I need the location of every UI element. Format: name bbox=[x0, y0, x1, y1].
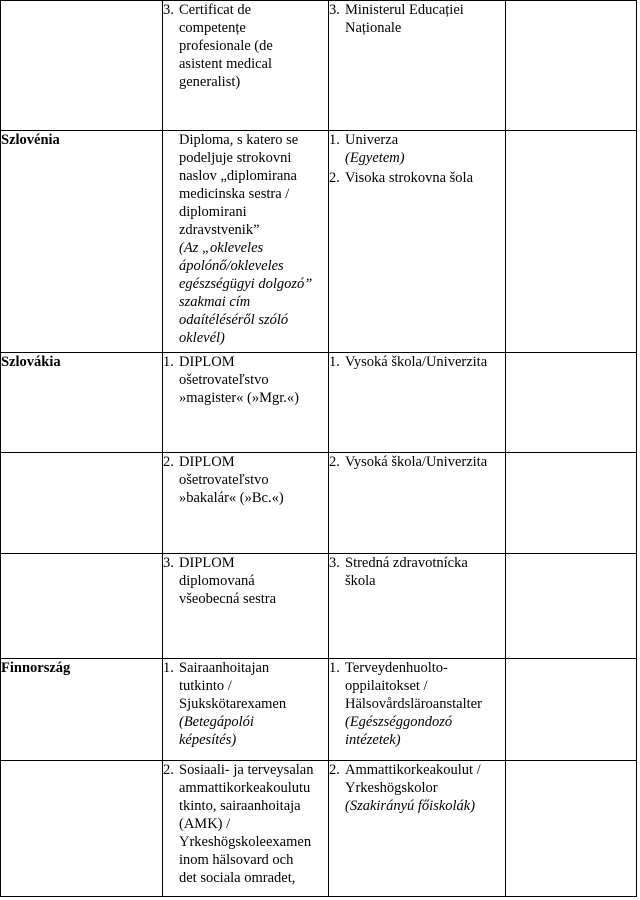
item-text bbox=[179, 453, 284, 507]
item-text bbox=[179, 659, 286, 749]
item-text bbox=[179, 131, 312, 347]
empty-cell bbox=[506, 131, 637, 353]
qualification-cell bbox=[163, 453, 329, 554]
translation-line: intézetek) bbox=[345, 732, 401, 748]
table-row bbox=[1, 761, 637, 897]
item-number bbox=[163, 131, 179, 347]
empty-cell bbox=[506, 554, 637, 659]
item-number: 3. bbox=[163, 2, 174, 18]
translation-line: ápolónő/okleveles bbox=[179, 258, 284, 274]
list-item bbox=[163, 353, 328, 407]
country-cell bbox=[1, 131, 163, 353]
country-cell bbox=[1, 353, 163, 453]
qualification-cell bbox=[163, 131, 329, 353]
text-line: Vysoká škola/Univerzita bbox=[345, 354, 488, 370]
awarding-body-cell bbox=[329, 659, 506, 761]
awarding-body-cell bbox=[329, 131, 506, 353]
empty-cell bbox=[506, 1, 637, 131]
text-line: Ammattikorkeakoulut / bbox=[345, 762, 481, 778]
list-item bbox=[329, 1, 505, 37]
list-item bbox=[163, 453, 328, 507]
item-text bbox=[345, 353, 487, 371]
table-row bbox=[1, 353, 637, 453]
qualification-cell bbox=[163, 761, 329, 897]
translation-line: odaítéléséről szóló bbox=[179, 312, 289, 328]
country-name: Finnország bbox=[1, 660, 71, 676]
text-line: Certificat de bbox=[179, 2, 252, 18]
item-text bbox=[345, 659, 482, 749]
item-text bbox=[179, 353, 299, 407]
text-line: Yrkeshögskoleexamen bbox=[179, 834, 312, 850]
awarding-body-cell bbox=[329, 353, 506, 453]
qualification-cell bbox=[163, 554, 329, 659]
text-line: Visoka strokovna šola bbox=[345, 170, 474, 186]
list-item bbox=[329, 453, 505, 471]
item-number: 2. bbox=[329, 454, 340, 470]
country-name: Szlovákia bbox=[1, 354, 61, 370]
list-item bbox=[329, 353, 505, 371]
text-line: DIPLOM bbox=[179, 354, 235, 370]
text-line: DIPLOM bbox=[179, 555, 235, 571]
text-line: inom hälsovard och bbox=[179, 852, 294, 868]
item-text bbox=[345, 169, 473, 187]
item-number: 3. bbox=[163, 555, 174, 571]
text-line: Diploma, s katero se bbox=[179, 132, 299, 148]
text-line: Hälsovårdsläroanstalter bbox=[345, 696, 482, 712]
item-text bbox=[179, 761, 313, 887]
list-item bbox=[329, 761, 505, 815]
item-number: 2. bbox=[163, 454, 174, 470]
text-line: tutkinto / bbox=[179, 678, 232, 694]
text-line: diplomirani bbox=[179, 204, 247, 220]
text-line: Stredná zdravotnícka bbox=[345, 555, 468, 571]
item-number: 2. bbox=[329, 170, 340, 186]
item-number: 2. bbox=[329, 762, 340, 778]
country-cell bbox=[1, 659, 163, 761]
translation-line: (Szakirányú főiskolák) bbox=[345, 798, 476, 814]
text-line: DIPLOM bbox=[179, 454, 235, 470]
item-number: 1. bbox=[329, 660, 340, 676]
translation-line: oklevél) bbox=[179, 330, 225, 346]
list-item bbox=[163, 554, 328, 608]
item-number: 1. bbox=[163, 660, 174, 676]
list-item bbox=[329, 554, 505, 590]
text-line: všeobecná sestra bbox=[179, 591, 277, 607]
country-cell bbox=[1, 1, 163, 131]
item-number: 3. bbox=[329, 2, 340, 18]
table-row bbox=[1, 131, 637, 353]
item-number: 1. bbox=[329, 132, 340, 148]
list-item bbox=[163, 131, 328, 347]
text-line: Sosiaali- ja terveysalan bbox=[179, 762, 314, 778]
translation-line: (Egészséggondozó bbox=[345, 714, 453, 730]
text-line: podeljuje strokovni bbox=[179, 150, 292, 166]
country-name: Szlovénia bbox=[1, 132, 60, 148]
text-line: zdravstvenik” bbox=[179, 222, 260, 238]
text-line: competențe bbox=[179, 20, 246, 36]
country-cell bbox=[1, 453, 163, 554]
item-number: 1. bbox=[163, 354, 174, 370]
text-line: ošetrovateľstvo bbox=[179, 472, 269, 488]
list-item bbox=[163, 659, 328, 749]
awarding-body-cell bbox=[329, 761, 506, 897]
empty-cell bbox=[506, 761, 637, 897]
text-line: diplomovaná bbox=[179, 573, 255, 589]
text-line: naslov „diplomirana bbox=[179, 168, 297, 184]
text-line: asistent medical bbox=[179, 56, 273, 72]
text-line: »magister« (»Mgr.«) bbox=[179, 390, 300, 406]
list-item bbox=[329, 169, 505, 187]
awarding-body-cell bbox=[329, 453, 506, 554]
text-line: ammattikorkeakoulutu bbox=[179, 780, 311, 796]
text-line: Sjukskötarexamen bbox=[179, 696, 287, 712]
table-body bbox=[1, 1, 637, 897]
text-line: profesionale (de bbox=[179, 38, 273, 54]
text-line: generalist) bbox=[179, 74, 241, 90]
text-line: oppilaitokset / bbox=[345, 678, 428, 694]
item-text bbox=[345, 453, 487, 471]
item-text bbox=[345, 131, 405, 167]
country-cell bbox=[1, 554, 163, 659]
table-row bbox=[1, 554, 637, 659]
item-text bbox=[345, 1, 464, 37]
text-line: Yrkeshögskolor bbox=[345, 780, 438, 796]
item-number: 1. bbox=[329, 354, 340, 370]
text-line: »bakalár« (»Bc.«) bbox=[179, 490, 284, 506]
translation-line: (Egyetem) bbox=[345, 150, 405, 166]
empty-cell bbox=[506, 453, 637, 554]
translation-line: (Az „okleveles bbox=[179, 240, 264, 256]
table-row bbox=[1, 453, 637, 554]
awarding-body-cell bbox=[329, 1, 506, 131]
country-cell bbox=[1, 761, 163, 897]
text-line: det sociala omradet, bbox=[179, 870, 296, 886]
text-line: škola bbox=[345, 573, 376, 589]
text-line: Vysoká škola/Univerzita bbox=[345, 454, 488, 470]
table-row bbox=[1, 659, 637, 761]
translation-line: szakmai cím bbox=[179, 294, 251, 310]
empty-cell bbox=[506, 353, 637, 453]
text-line: Naționale bbox=[345, 20, 402, 36]
awarding-body-cell bbox=[329, 554, 506, 659]
text-line: medicinska sestra / bbox=[179, 186, 290, 202]
item-number: 2. bbox=[163, 762, 174, 778]
item-text bbox=[179, 554, 276, 608]
text-line: ošetrovateľstvo bbox=[179, 372, 269, 388]
qualification-cell bbox=[163, 353, 329, 453]
table-row bbox=[1, 1, 637, 131]
item-text bbox=[179, 1, 273, 91]
translation-line: képesítés) bbox=[179, 732, 237, 748]
list-item bbox=[163, 761, 328, 887]
translation-line: egészségügyi dolgozó” bbox=[179, 276, 313, 292]
item-text bbox=[345, 554, 468, 590]
text-line: (AMK) / bbox=[179, 816, 231, 832]
text-line: Univerza bbox=[345, 132, 399, 148]
list-item bbox=[329, 659, 505, 749]
text-line: Terveydenhuolto- bbox=[345, 660, 448, 676]
text-line: Ministerul Educației bbox=[345, 2, 464, 18]
item-text bbox=[345, 761, 481, 815]
item-number: 3. bbox=[329, 555, 340, 571]
empty-cell bbox=[506, 659, 637, 761]
qualification-cell bbox=[163, 659, 329, 761]
qualification-cell bbox=[163, 1, 329, 131]
list-item bbox=[163, 1, 328, 91]
translation-line: (Betegápolói bbox=[179, 714, 254, 730]
list-item bbox=[329, 131, 505, 167]
text-line: Sairaanhoitajan bbox=[179, 660, 270, 676]
text-line: tkinto, sairaanhoitaja bbox=[179, 798, 301, 814]
